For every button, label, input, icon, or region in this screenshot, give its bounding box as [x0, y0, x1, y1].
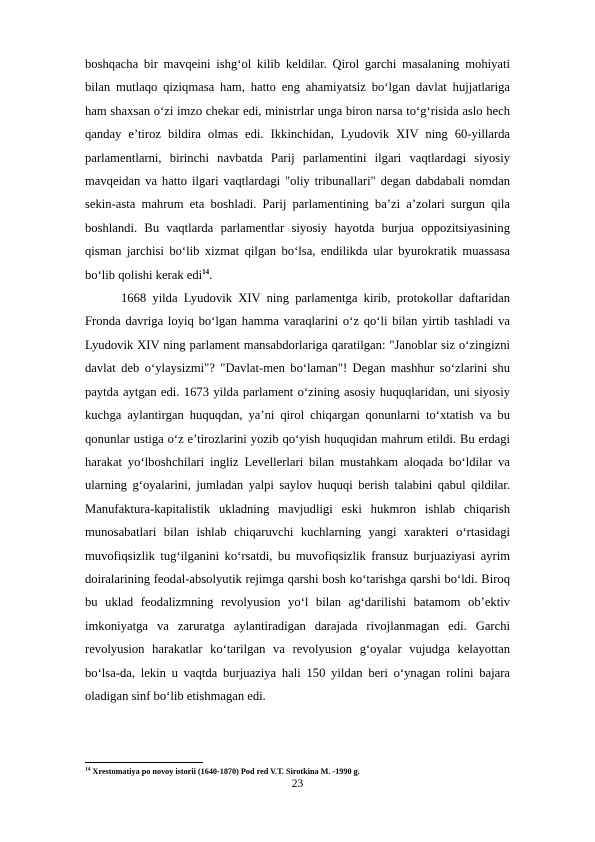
page-number: 23 — [291, 778, 304, 790]
footnote-reference[interactable]: 14 — [202, 267, 210, 276]
paragraph-1-text: boshqacha bir mavqeini ishg‘ol kilib keldilar. Qirol garchi masalaning mohiyati bilan mutlaqo qiziqmasa ham, hatto eng ahamiyatsiz bo‘lgan davlat hujjatlariga ham shaxsan o‘zi imzo chekar edi, ministrlar unga biron narsa to‘g‘risida aslo hech qanday e’tiroz bildira olmas edi. Ikkinchidan, Lyudovik XIV ning 60-yillarda parlamentlarni, birinchi navbatda Parij parlamentini ilgari vaqtlardagi siyosiy mavqeidan va hatto ilgari vaqtlardagi "oliy tribunallari" degan dabdabali nomdan sekin-asta mahrum eta boshladi. Parij parlamentining ba’zi a’zolari surgun qila boshlandi. Bu vaqtlarda parlamentlar siyosiy hayotda burjua oppozitsiyasining qisman jarchisi bo‘lib xizmat qilgan bo‘lsa, endilikda ular byurokratik muassasa bo‘lib qolishi kerak edi — [85, 57, 510, 282]
document-body — [85, 53, 510, 708]
footnote-text: Xrestomatiya po novoy istorii (1640-1870) Pod red V.T. Sirotkina M. -1990 g. — [90, 767, 360, 776]
paragraph-1 — [85, 53, 510, 287]
footnote-number: 14 — [85, 766, 91, 773]
footnote-divider — [85, 762, 203, 763]
paragraph-2: 1668 yilda Lyudovik XIV ning parlamentga kirib, protokollar daftaridan Fronda davriga loyiq bo‘lgan hamma varaqlarini o‘z qo‘li bilan yirtib tashladi va Lyudovik XIV ning parlament mansabdorlariga qaratilgan: "Janoblar siz o‘zingizni davlat deb o‘ylaysizmi"? "Davlat-men bo‘laman"! Degan mashhur so‘zlarini shu paytda aytgan edi. 1673 yilda parlament o‘zining asosiy huquqlaridan, uni siyosiy kuchga aylantirgan huquqdan, ya’ni qirol chiqargan qonunlarni to‘xtatish va bu qonunlar ustiga o‘z e’tirozlarini yozib qo‘yish huquqidan mahrum etildi. Bu erdagi harakat yo‘lboshchilari ingliz Levellerlari bilan mustahkam aloqada bo‘ldilar va ularning g‘oyalarini, jumladan yalpi saylov huquqi berish talabini qabul qildilar. Manufaktura-kapitalistik ukladning mavjudligi eski hukmron ishlab chiqarish munosabatlari bilan ishlab chiqaruvchi kuchlarning yangi xarakteri o‘rtasidagi muvofiqsizlik tug‘ilganini ko‘rsatdi, bu muvofiqsizlik fransuz burjuaziyasi ayrim doiralarining feodal-absolyutik rejimga qarshi bosh ko‘tarishga qarshi bo‘ldi. Biroq bu uklad feodalizmning revolyusion yo‘l bilan ag‘darilishi batamom ob’ektiv imkoniyatga va zaruratga aylantiradigan darajada rivojlanmagan edi. Garchi revolyusion harakatlar ko‘tarilgan va revolyusion g‘oyalar vujudga kelayottan bo‘lsa-da, lekin u vaqtda burjuaziya hali 150 yildan beri o‘ynagan rolini bajara oladigan sinf bo‘lib etishmagan edi. — [85, 291, 510, 703]
paragraph-1-end: . — [209, 267, 213, 282]
footnote — [85, 766, 510, 777]
